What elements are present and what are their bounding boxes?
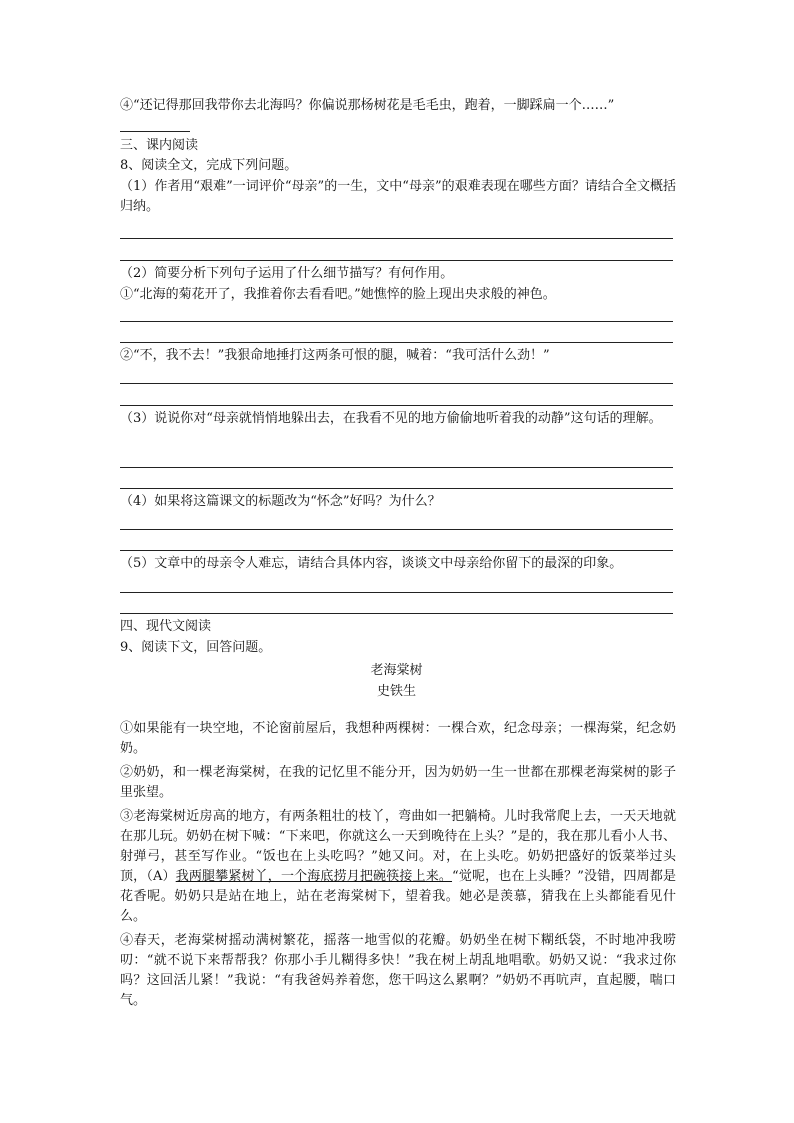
answer-line[interactable] [120,260,673,261]
question-8-1: （1）作者用“艰难”一词评价“母亲”的一生，文中“母亲”的艰难表现在哪些方面？请结合全文概括归纳。 [120,179,676,214]
answer-line[interactable] [120,529,673,530]
answer-line[interactable] [120,488,673,489]
answer-line[interactable] [120,592,673,593]
paragraph-4: ④春天，老海棠树摇动满树繁花，摇落一地雪似的花瓣。奶奶坐在树下糊纸袋，不时地冲我唠叨：“就不说下来帮帮我？你那小手儿糊得多快！”我在树上胡乱地唱歌。奶奶又说：“我求过你吗？这回活儿紧！”我说：“有我爸妈养着您，您干吗这么累啊？”奶奶不再吭声，直起腰，喘口气。 [120,933,676,1008]
paragraph-3-text-a: ③老海棠树近房高的地方，有两条粗壮的枝丫，弯曲如一把躺椅。儿时我常爬上去，一天天地就在那儿玩。奶奶在树下喊：“下来吧，你就这么一天到晚待在上头？”是的，我在那儿看小人书、射弹弓，甚至写作业。“饭也在上头吃吗？”她又问。对，在上头吃。奶奶把盛好的饭菜举过头顶，（A） [120,809,676,884]
article-title: 老海棠树 [370,663,423,678]
paragraph-3 [120,807,676,929]
paragraph-3-underlined-sentence-a: 我两腿攀紧树丫，一个海底捞月把碗筷接上来。 [175,869,453,884]
question-8-3: （3）说说你对“母亲就悄悄地躲出去，在我看不见的地方偷偷地听着我的动静”这句话的理解。 [120,411,662,426]
answer-line[interactable] [120,613,673,614]
answer-line[interactable] [120,550,673,551]
answer-line[interactable] [120,321,673,322]
section-3-title: 三、课内阅读 [120,138,199,153]
section-4-title: 四、现代文阅读 [120,619,212,634]
question-8-5: （5）文章中的母亲令人难忘，请结合具体内容，谈谈文中母亲给你留下的最深的印象。 [120,556,623,571]
paragraph-3-text-b: “觉呢，也在上头睡？”没错，四周都是花香呢。奶奶只是站在地上，站在老海棠树下，望着我。她必是羡慕，猜我在上头都能看见什么。 [120,869,676,924]
paragraph-1: ①如果能有一块空地，不论窗前屋后，我想种两棵树：一棵合欢，纪念母亲；一棵海棠，纪念奶奶。 [120,721,676,756]
question-9: 9、阅读下文，回答问题。 [120,640,272,655]
question-8-2: （2）简要分析下列句子运用了什么细节描写？有何作用。 [120,266,454,281]
question-8-2-sentence-1: ①“北海的菊花开了，我推着你去看看吧。”她憔悴的脸上现出央求般的神色。 [120,287,556,302]
answer-line[interactable] [120,383,673,384]
article-author: 史铁生 [376,684,416,699]
paragraph-2: ②奶奶，和一棵老海棠树，在我的记忆里不能分开，因为奶奶一生一世都在那棵老海棠树的影子里张望。 [120,765,676,800]
answer-line-short [120,131,190,132]
q4-item: ④“还记得那回我带你去北海吗？你偏说那杨树花是毛毛虫，跑着，一脚踩扁一个……” [120,98,615,113]
answer-line[interactable] [120,467,673,468]
answer-line[interactable] [120,342,673,343]
question-8-4: （4）如果将这篇课文的标题改为“怀念”好吗？为什么？ [120,494,441,509]
answer-line[interactable] [120,405,673,406]
question-8-2-sentence-2: ②“不，我不去！”我狠命地捶打这两条可恨的腿，喊着：“我可活什么劲！” [120,348,550,363]
question-8: 8、阅读全文，完成下列问题。 [120,158,298,173]
answer-line[interactable] [120,238,673,239]
